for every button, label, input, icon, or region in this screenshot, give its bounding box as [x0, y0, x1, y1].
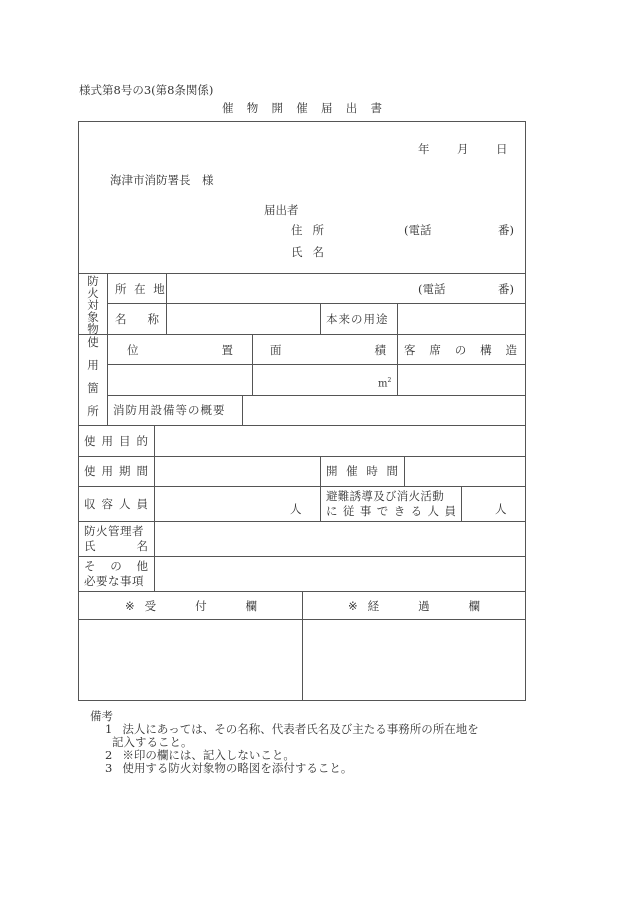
label-char: 名: [312, 245, 324, 259]
label-char: 物: [87, 322, 99, 336]
area-label: [270, 343, 386, 357]
divider: [78, 556, 526, 557]
evac-staff-label-line1: 避難誘導及び消火活動: [326, 489, 444, 503]
note-number: 1: [105, 722, 113, 736]
fire-equipment-input[interactable]: [244, 397, 524, 424]
label-char: 催: [346, 464, 358, 478]
location-phone-input[interactable]: [452, 275, 496, 302]
label-char: 開: [326, 464, 338, 478]
label-char: 他: [136, 559, 148, 573]
divider: [320, 456, 321, 521]
divider: [320, 303, 321, 334]
divider: [78, 334, 526, 335]
label-char: 欄: [245, 599, 257, 613]
applicant-phone-close: 番): [498, 223, 514, 237]
form-title: [222, 101, 382, 115]
purpose-label: [84, 434, 148, 448]
purpose-input[interactable]: [156, 427, 524, 455]
position-label: [127, 343, 233, 357]
title-char: 届: [321, 101, 333, 115]
label-char: 使: [84, 434, 96, 448]
label-char: 目: [119, 434, 131, 448]
usage-place-group-label: [86, 336, 100, 428]
label-char: そ: [84, 559, 96, 573]
location-input[interactable]: [168, 275, 413, 302]
note-3: [105, 761, 352, 775]
divider: [78, 521, 526, 522]
label-char: 席: [429, 343, 441, 357]
unit-text: m: [378, 378, 388, 390]
label-char: 造: [505, 343, 517, 357]
label-char: 容: [101, 497, 113, 511]
label-char: 置: [221, 343, 233, 357]
reception-area: [80, 621, 301, 699]
label-char: 氏: [291, 245, 303, 259]
label-char: 事: [359, 504, 372, 518]
label-char: の: [454, 343, 467, 357]
label-char: 間: [386, 464, 398, 478]
label-char: き: [393, 504, 406, 518]
divider: [107, 364, 526, 365]
divider: [78, 486, 526, 487]
note-number: 3: [105, 761, 113, 775]
label-char: 付: [195, 599, 207, 613]
divider: [107, 395, 526, 396]
label-char: 欄: [468, 599, 480, 613]
day-label: 日: [496, 142, 508, 156]
seating-structure-input[interactable]: [399, 366, 524, 394]
asterisk-mark: ※: [348, 599, 358, 613]
divider: [154, 425, 155, 591]
location-phone-close: 番): [498, 282, 514, 296]
original-use-label: 本来の用途: [326, 312, 389, 326]
label-char: 積: [374, 343, 386, 357]
other-label-line2: 必要な事項: [84, 574, 144, 588]
divider: [397, 303, 398, 395]
label-char: 象: [87, 310, 99, 324]
title-char: 書: [370, 101, 382, 115]
divider: [78, 273, 526, 274]
label-char: に: [326, 504, 338, 518]
unit-sup: 2: [387, 377, 392, 384]
location-label: 所 在 地: [115, 282, 167, 296]
label-char: 使: [87, 335, 99, 349]
location-phone-open: (電話: [418, 282, 446, 296]
label-char: 位: [127, 343, 139, 357]
note-text: 使用する防火対象物の略図を添付すること。: [122, 761, 353, 775]
evac-staff-input[interactable]: [463, 488, 493, 520]
manager-name-input[interactable]: [156, 523, 524, 555]
label-char: 称: [147, 312, 159, 326]
label-char: 対: [87, 298, 99, 312]
note-text: 法人にあっては、その名称、代表者氏名及び主たる事務所の所在地を: [122, 722, 479, 736]
period-input[interactable]: [156, 458, 319, 485]
applicant-name-input[interactable]: [330, 242, 510, 260]
label-char: 的: [136, 434, 148, 448]
evac-staff-unit: 人: [495, 502, 507, 516]
manager-label-line2: [84, 539, 148, 553]
label-char: 受: [144, 599, 157, 613]
capacity-input[interactable]: [156, 488, 286, 520]
label-char: 構: [480, 343, 492, 357]
applicant-phone-open: (電話: [404, 223, 432, 237]
year-label: 年: [418, 142, 430, 156]
hours-label: [326, 464, 398, 478]
label-char: る: [410, 504, 423, 518]
divider: [302, 591, 303, 701]
title-char: 物: [246, 101, 259, 115]
label-char: 員: [136, 497, 148, 511]
month-label: 月: [457, 142, 469, 156]
label-char: 使: [84, 464, 96, 478]
title-char: 開: [271, 101, 283, 115]
label-char: 氏: [84, 539, 96, 553]
reception-column-label: [125, 599, 257, 613]
form-number: 様式第8号の3(第8条関係): [79, 83, 214, 97]
period-label: [84, 464, 148, 478]
asterisk-mark: ※: [125, 599, 135, 613]
original-use-input[interactable]: [399, 305, 524, 333]
label-char: 客: [404, 343, 416, 357]
note-text: ※印の欄には、記入しないこと。: [122, 748, 295, 762]
label-char: 用: [101, 464, 113, 478]
label-char: 員: [444, 504, 456, 518]
applicant-phone-input[interactable]: [440, 220, 495, 238]
applicant-name-label: [291, 245, 324, 259]
divider: [404, 456, 405, 486]
label-char: 箇: [87, 381, 99, 395]
title-char: 催: [222, 101, 234, 115]
addressee: 海津市消防署長 様: [110, 173, 214, 187]
label-char: 人: [119, 497, 131, 511]
fire-target-group-label: [86, 275, 100, 335]
title-char: 催: [296, 101, 308, 115]
label-char: 火: [87, 286, 99, 300]
label-char: 所: [312, 223, 324, 237]
label-char: 名: [115, 312, 127, 326]
label-char: 用: [101, 434, 113, 448]
label-char: 面: [270, 343, 282, 357]
note-number: 2: [105, 748, 113, 762]
label-char: 人: [427, 504, 440, 518]
label-char: 防: [87, 274, 99, 288]
label-char: 経: [367, 599, 380, 613]
fire-equipment-label: 消防用設備等の概要: [113, 403, 226, 417]
capacity-unit: 人: [290, 502, 302, 516]
divider: [78, 425, 526, 426]
note-1: [105, 722, 479, 736]
capacity-label: [84, 497, 148, 511]
evac-staff-label-line2: [326, 504, 456, 518]
manager-label-line1: 防火管理者: [84, 524, 144, 538]
label-char: 用: [87, 358, 99, 372]
other-matters-input[interactable]: [156, 558, 524, 590]
applicant-address-input[interactable]: [330, 220, 405, 238]
applicant-address-label: [291, 223, 324, 237]
label-char: 住: [291, 223, 303, 237]
other-label-line1: [84, 559, 148, 573]
label-char: の: [110, 559, 122, 573]
facility-name-input[interactable]: [168, 305, 319, 333]
divider: [107, 273, 108, 425]
label-char: 間: [136, 464, 148, 478]
divider: [78, 456, 526, 457]
divider: [242, 395, 243, 425]
notes-heading: 備考: [90, 709, 113, 723]
area-unit: [378, 374, 391, 391]
hours-input[interactable]: [406, 458, 524, 485]
label-char: で: [376, 504, 389, 518]
label-char: 名: [136, 539, 148, 553]
note-1-continuation: 記入すること。: [112, 735, 193, 749]
label-char: 従: [342, 504, 355, 518]
facility-name-label: [115, 312, 159, 326]
area-input[interactable]: [254, 366, 374, 394]
progress-column-label: [348, 599, 480, 613]
note-2: [105, 748, 295, 762]
title-char: 出: [345, 101, 358, 115]
divider: [107, 303, 526, 304]
label-char: 時: [366, 464, 378, 478]
label-char: 期: [119, 464, 131, 478]
label-char: 収: [84, 497, 96, 511]
divider: [252, 334, 253, 395]
progress-area: [304, 621, 524, 699]
label-char: 所: [87, 404, 99, 418]
position-input[interactable]: [109, 366, 251, 394]
seating-structure-label: [404, 343, 517, 357]
label-char: 過: [418, 599, 430, 613]
divider: [461, 486, 462, 521]
applicant-label: 届出者: [264, 203, 299, 217]
